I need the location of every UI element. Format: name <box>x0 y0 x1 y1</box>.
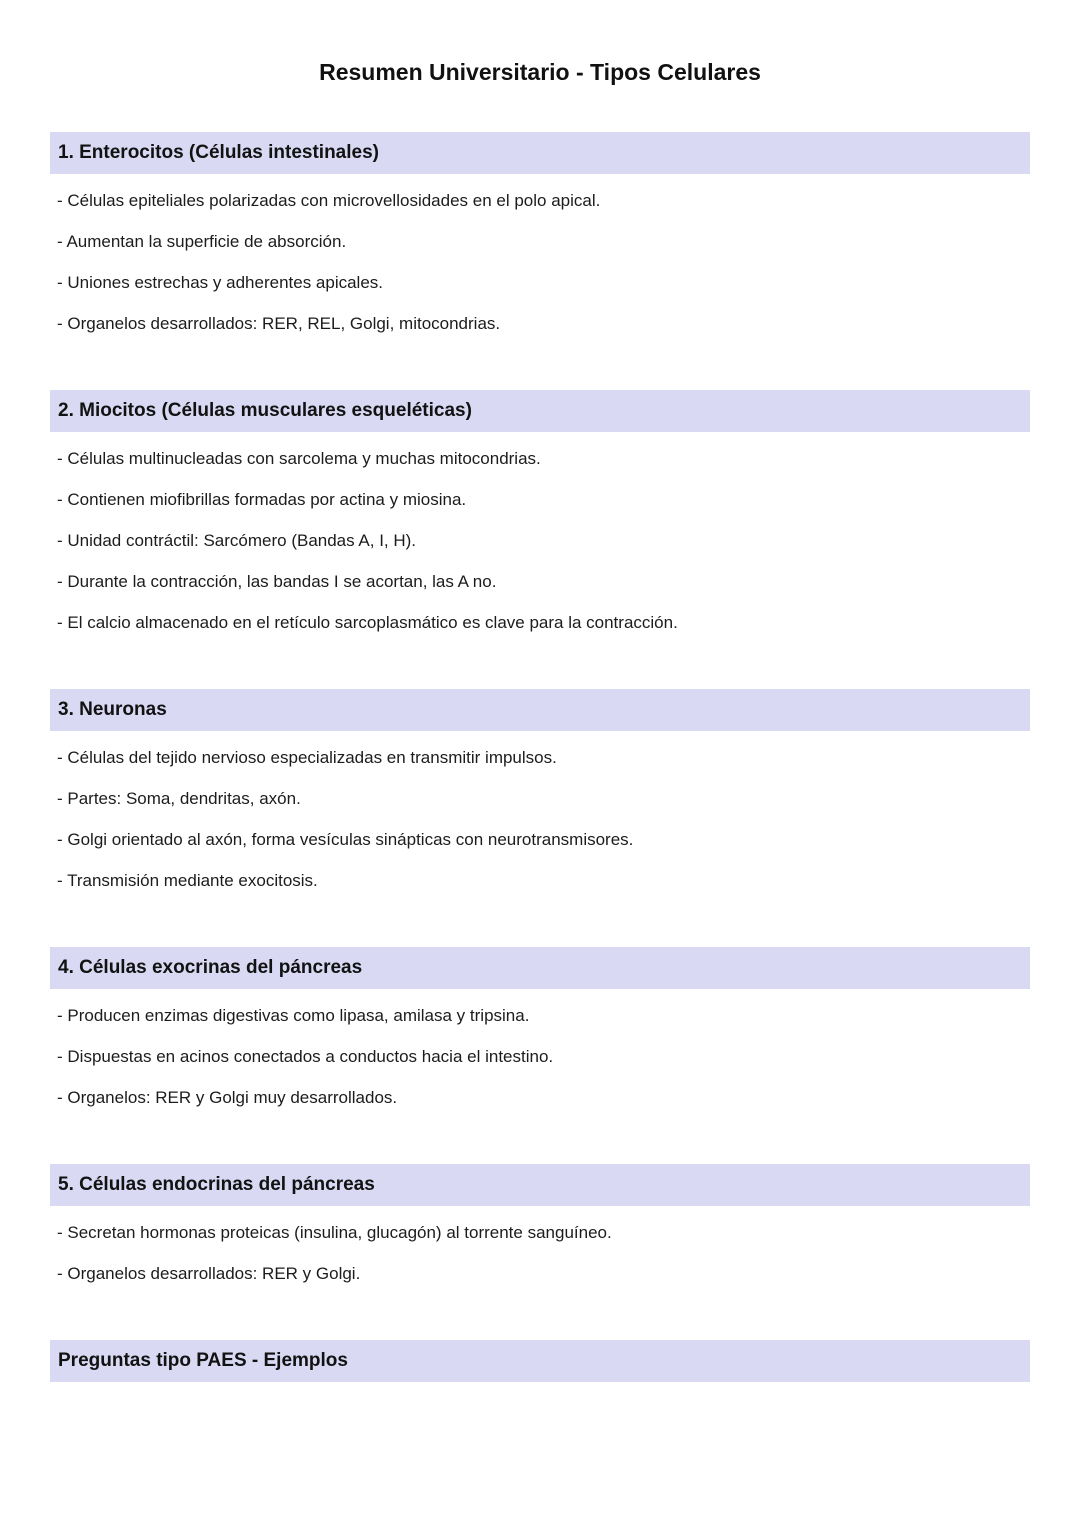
section <box>50 689 1030 901</box>
page-title: Resumen Universitario - Tipos Celulares <box>319 59 761 85</box>
section <box>50 390 1030 643</box>
bullet-line: - Dispuestas en acinos conectados a conductos hacia el intestino. <box>57 1047 554 1066</box>
bullet-list <box>50 995 1030 1118</box>
section <box>50 947 1030 1118</box>
bullet-list <box>50 438 1030 643</box>
bullet-line: - Organelos desarrollados: RER, REL, Golgi, mitocondrias. <box>57 314 501 333</box>
bullet-line: - Organelos desarrollados: RER y Golgi. <box>57 1264 361 1283</box>
bullet-line: - Aumentan la superficie de absorción. <box>57 232 347 251</box>
bullet-line: - Golgi orientado al axón, forma vesículas sinápticas con neurotransmisores. <box>57 830 634 849</box>
section-heading: 4. Células exocrinas del páncreas <box>58 957 363 978</box>
section-header <box>50 132 1030 174</box>
section <box>50 1164 1030 1294</box>
bullet-line: - Células del tejido nervioso especializadas en transmitir impulsos. <box>57 748 557 767</box>
section <box>50 1340 1030 1382</box>
section-heading: 2. Miocitos (Células musculares esqueléticas) <box>58 400 472 421</box>
bullet-line: - Producen enzimas digestivas como lipasa, amilasa y tripsina. <box>57 1006 530 1025</box>
bullet-list <box>50 737 1030 901</box>
section-heading: Preguntas tipo PAES - Ejemplos <box>58 1350 348 1371</box>
bullet-list <box>50 1212 1030 1294</box>
section-header <box>50 1340 1030 1382</box>
bullet-line: - Organelos: RER y Golgi muy desarrollados. <box>57 1088 398 1107</box>
bullet-line: - Células multinucleadas con sarcolema y muchas mitocondrias. <box>57 449 541 468</box>
section-header <box>50 1164 1030 1206</box>
bullet-line: - Células epiteliales polarizadas con microvellosidades en el polo apical. <box>57 191 601 210</box>
sections-container <box>50 132 1030 1382</box>
section-header <box>50 390 1030 432</box>
bullet-list <box>50 180 1030 344</box>
section-heading: 1. Enterocitos (Células intestinales) <box>58 142 379 163</box>
bullet-line: - Contienen miofibrillas formadas por actina y miosina. <box>57 490 467 509</box>
section-header <box>50 947 1030 989</box>
bullet-line: - Unidad contráctil: Sarcómero (Bandas A, I, H). <box>57 531 417 550</box>
bullet-line: - Uniones estrechas y adherentes apicales. <box>57 273 384 292</box>
bullet-line: - Transmisión mediante exocitosis. <box>57 871 318 890</box>
bullet-line: - Partes: Soma, dendritas, axón. <box>57 789 301 808</box>
bullet-line: - El calcio almacenado en el retículo sarcoplasmático es clave para la contracción. <box>57 613 678 632</box>
section-header <box>50 689 1030 731</box>
bullet-line: - Durante la contracción, las bandas I se acortan, las A no. <box>57 572 497 591</box>
section-heading: 5. Células endocrinas del páncreas <box>58 1174 375 1195</box>
section <box>50 132 1030 344</box>
section-heading: 3. Neuronas <box>58 699 167 720</box>
bullet-line: - Secretan hormonas proteicas (insulina, glucagón) al torrente sanguíneo. <box>57 1223 612 1242</box>
